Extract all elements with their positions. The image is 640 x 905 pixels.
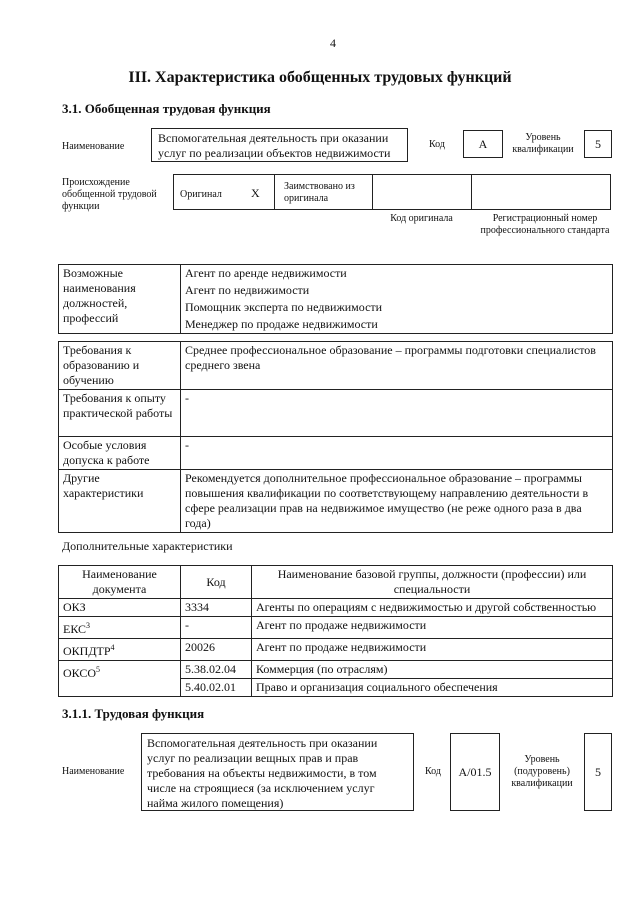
gtf-code-value: A bbox=[478, 137, 488, 151]
requirement-value: Рекомендуется дополнительное профессиональное образование – программы повышения квалификации по соответствующему направлению деятельности в сфере реализации прав на недвижимое имущество (не реже одного раза в два года) bbox=[181, 470, 613, 533]
gtf-heading: 3.1. Обобщенная трудовая функция bbox=[62, 101, 271, 116]
doc-name: ОКСО bbox=[63, 666, 97, 680]
additional-table bbox=[58, 565, 613, 697]
doc-name: ОКЗ bbox=[63, 600, 86, 614]
additional-header-row bbox=[59, 566, 613, 599]
requirement-value: - bbox=[181, 390, 613, 437]
table-row bbox=[59, 599, 613, 617]
origin-divider-2 bbox=[372, 174, 373, 210]
original-label: Оригинал bbox=[180, 189, 222, 200]
position-item: Менеджер по продаже недвижимости bbox=[185, 317, 378, 331]
table-row bbox=[59, 617, 613, 639]
gtf-name-value: Вспомогательная деятельность при оказании услуг по реализации объектов недвижимости bbox=[158, 131, 391, 160]
col-name-header: Наименование базовой группы, должности (профессии) или специальности bbox=[252, 566, 613, 599]
requirement-label: Требования к опыту практической работы bbox=[59, 390, 181, 437]
name-cell: Право и организация социального обеспечения bbox=[252, 679, 613, 697]
tf-name-box bbox=[141, 733, 414, 811]
page-number: 4 bbox=[330, 36, 336, 50]
reg-number-label: Регистрационный номер профессионального стандарта bbox=[480, 213, 610, 236]
tf-heading: 3.1.1. Трудовая функция bbox=[62, 706, 205, 721]
position-item: Агент по аренде недвижимости bbox=[185, 266, 347, 280]
table-row bbox=[59, 639, 613, 661]
tf-code-label: Код bbox=[425, 766, 441, 777]
footnote-ref: 5 bbox=[96, 665, 101, 674]
doc-name: ОКПДТР bbox=[63, 644, 111, 658]
original-mark: X bbox=[251, 186, 260, 200]
code-original-label: Код оригинала bbox=[390, 213, 453, 224]
code-cell: 3334 bbox=[181, 599, 252, 617]
position-item: Агент по недвижимости bbox=[185, 283, 310, 297]
gtf-code-box bbox=[463, 130, 503, 158]
borrowed-label: Заимствовано из оригинала bbox=[284, 181, 355, 204]
name-cell: Коммерция (по отраслям) bbox=[252, 661, 613, 679]
doc-name: ЕКС bbox=[63, 622, 87, 636]
origin-table bbox=[173, 174, 611, 210]
table-row bbox=[59, 661, 613, 679]
col-doc-header: Наименование документа bbox=[59, 566, 181, 599]
positions-cell bbox=[181, 265, 613, 334]
gtf-origin-label: Происхождение обобщенной трудовой функции bbox=[62, 177, 157, 212]
gtf-code-label: Код bbox=[429, 139, 445, 150]
name-cell: Агенты по операциям с недвижимостью и другой собственностью bbox=[252, 599, 613, 617]
code-cell: 5.38.02.04 bbox=[181, 661, 252, 679]
footnote-ref: 4 bbox=[110, 643, 115, 652]
code-cell: - bbox=[181, 617, 252, 639]
code-cell: 5.40.02.01 bbox=[181, 679, 252, 697]
section-title: III. Характеристика обобщенных трудовых функций bbox=[128, 69, 512, 86]
tf-level-box bbox=[584, 733, 612, 811]
requirement-value: - bbox=[181, 437, 613, 470]
tf-code-value: A/01.5 bbox=[458, 765, 492, 779]
doc-cell bbox=[59, 617, 181, 639]
name-cell: Агент по продаже недвижимости bbox=[252, 639, 613, 661]
position-item: Помощник эксперта по недвижимости bbox=[185, 300, 383, 314]
tf-name-value: Вспомогательная деятельность при оказании услуг по реализации вещных прав и прав требования на объекты недвижимости, в том числе на строящиеся (за исключением услуг найма жилого помещения) bbox=[147, 736, 378, 810]
doc-cell bbox=[59, 661, 181, 697]
requirement-row bbox=[59, 470, 613, 533]
tf-level-label: Уровень (подуровень) квалификации bbox=[511, 754, 573, 789]
requirement-label: Требования к образованию и обучению bbox=[59, 342, 181, 390]
origin-divider-1 bbox=[274, 174, 275, 210]
requirement-row bbox=[59, 390, 613, 437]
origin-divider-3 bbox=[471, 174, 472, 210]
requirement-row bbox=[59, 437, 613, 470]
requirement-row bbox=[59, 342, 613, 390]
requirement-label: Особые условия допуска к работе bbox=[59, 437, 181, 470]
additional-heading: Дополнительные характеристики bbox=[62, 539, 233, 553]
gtf-name-box bbox=[151, 128, 408, 162]
col-code-header: Код bbox=[181, 566, 252, 599]
tf-level-value: 5 bbox=[595, 765, 601, 779]
code-cell: 20026 bbox=[181, 639, 252, 661]
requirement-value: Среднее профессиональное образование – программы подготовки специалистов среднего звена bbox=[181, 342, 613, 390]
requirements-table bbox=[58, 341, 613, 533]
requirement-label: Другие характеристики bbox=[59, 470, 181, 533]
gtf-level-value: 5 bbox=[595, 137, 601, 151]
tf-code-box bbox=[450, 733, 500, 811]
gtf-name-label: Наименование bbox=[62, 141, 125, 152]
gtf-level-label: Уровень квалификации bbox=[512, 132, 574, 155]
doc-cell bbox=[59, 599, 181, 617]
footnote-ref: 3 bbox=[86, 621, 91, 630]
positions-label: Возможные наименования должностей, профессий bbox=[59, 265, 181, 334]
positions-table bbox=[58, 264, 613, 334]
name-cell: Агент по продаже недвижимости bbox=[252, 617, 613, 639]
gtf-level-box bbox=[584, 130, 612, 158]
tf-name-label: Наименование bbox=[62, 766, 125, 777]
doc-cell bbox=[59, 639, 181, 661]
